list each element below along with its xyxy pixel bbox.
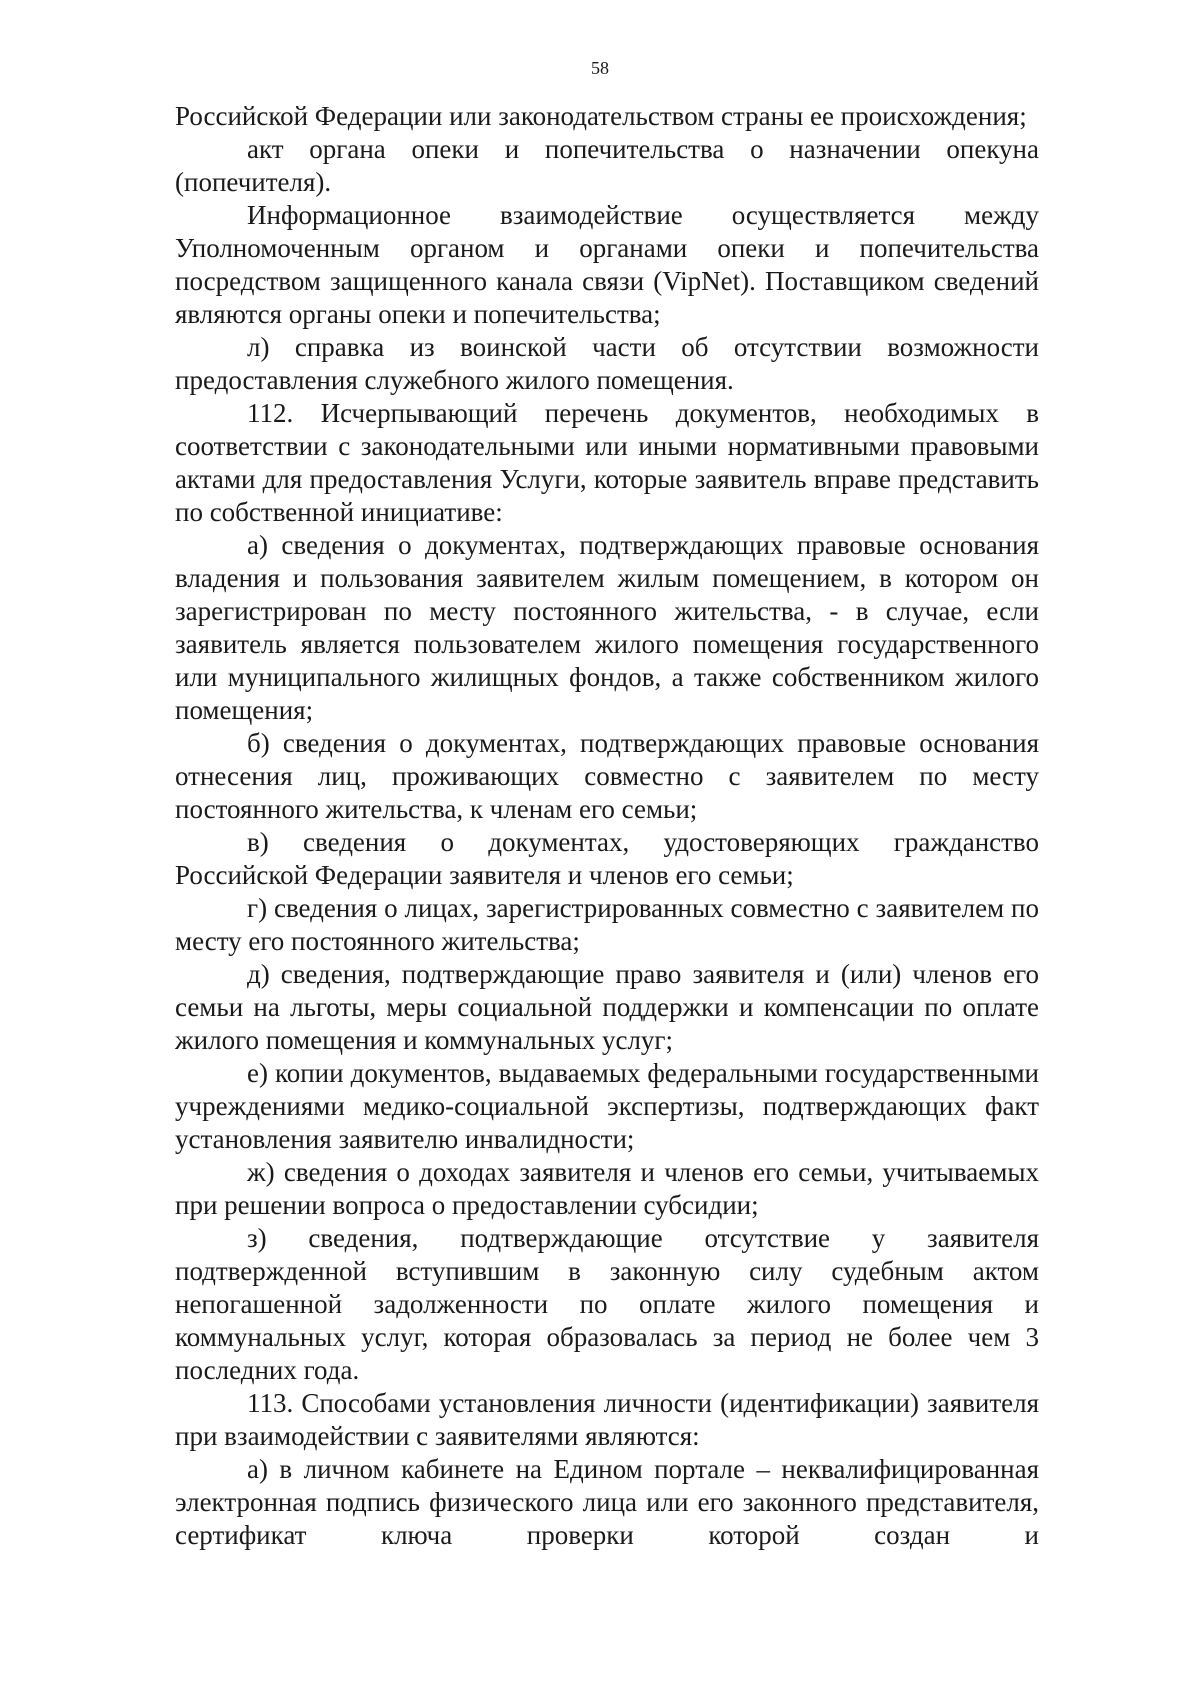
paragraph-item-b: б) сведения о документах, подтверждающих правовые основания отнесения лиц, проживающих совместно с заявителем по месту постоянного жительства, к членам его семьи; <box>175 728 1039 824</box>
paragraph-guardianship-act: акт органа опеки и попечительства о назначении опекуна (попечителя). <box>175 134 1039 197</box>
paragraph-item-z: з) сведения, подтверждающие отсутствие у заявителя подтвержденной вступившим в законную силу судебным актом непогашенной задолженности по оплате жилого помещения и коммунальных услуг, которая образовалась за период не более чем 3 последних года. <box>175 1223 1039 1385</box>
paragraph-item-e: е) копии документов, выдаваемых федеральными государственными учреждениями медико-социальной экспертизы, подтверждающих факт установления заявителю инвалидности; <box>175 1058 1039 1154</box>
paragraph-information-exchange: Информационное взаимодействие осуществляется между Уполномоченным органом и органами опеки и попечительства посредством защищенного канала связи (VipNet). Поставщиком сведений являются органы опеки и попечительства; <box>175 200 1039 329</box>
paragraph-item-v: в) сведения о документах, удостоверяющих гражданство Российской Федерации заявителя и членов его семьи; <box>175 827 1039 890</box>
paragraph-continuation: Российской Федерации или законодательством страны ее происхождения; <box>175 101 1027 131</box>
paragraph-item-a: а) сведения о документах, подтверждающих правовые основания владения и пользования заявителем жилым помещением, в котором он зарегистрирован по месту постоянного жительства, - в случае, если заявитель является пользователем жилого помещения государственного или муниципального жилищных фондов, а также собственником жилого помещения; <box>175 530 1039 725</box>
paragraph-item-zh: ж) сведения о доходах заявителя и членов его семьи, учитываемых при решении вопроса о предоставлении субсидии; <box>175 1157 1039 1220</box>
paragraph-item-g: г) сведения о лицах, зарегистрированных совместно с заявителем по месту его постоянного жительства; <box>175 893 1039 956</box>
paragraph-113: 113. Способами установления личности (идентификации) заявителя при взаимодействии с заявителями являются: <box>175 1388 1039 1451</box>
paragraph-item-l: л) справка из воинской части об отсутствии возможности предоставления служебного жилого помещения. <box>175 332 1039 395</box>
paragraph-113-item-a: а) в личном кабинете на Едином портале – неквалифицированная электронная подпись физического лица или его законного представителя, сертификат ключа проверки которой создан и <box>175 1454 1039 1550</box>
document-body <box>175 100 1039 1552</box>
paragraph-item-d: д) сведения, подтверждающие право заявителя и (или) членов его семьи на льготы, меры социальной поддержки и компенсации по оплате жилого помещения и коммунальных услуг; <box>175 959 1039 1055</box>
page-number: 58 <box>591 58 609 78</box>
paragraph-112: 112. Исчерпывающий перечень документов, необходимых в соответствии с законодательными или иными нормативными правовыми актами для предоставления Услуги, которые заявитель вправе представить по собственной инициативе: <box>175 398 1039 527</box>
